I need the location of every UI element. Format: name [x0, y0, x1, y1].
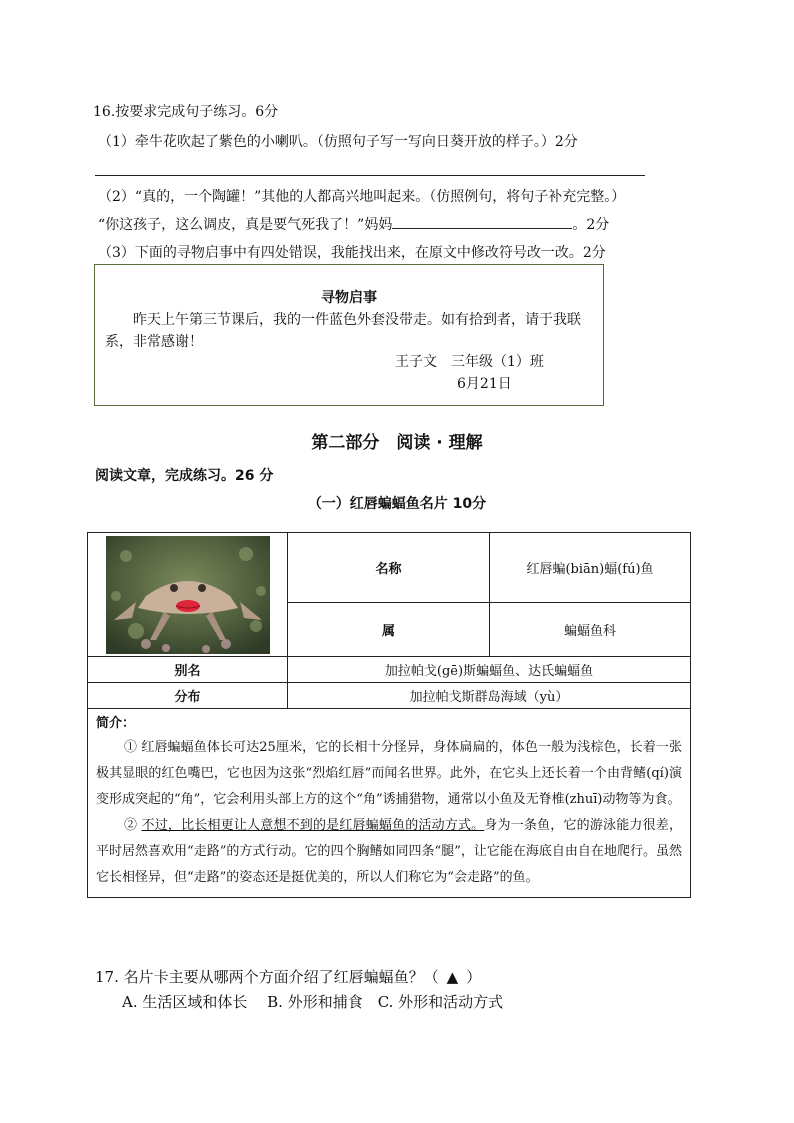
intro-cell: [88, 709, 691, 898]
notice-title: 寻物启事: [321, 290, 377, 306]
notice-signature: 王子文 三年级（1）班: [395, 354, 544, 370]
name-value: 红唇蝙(biān)蝠(fú)鱼: [490, 533, 691, 603]
q16-item3: （3）下面的寻物启事中有四处错误，我能找出来，在原文中修改符号改一改。2分: [98, 245, 606, 261]
genus-value: 蝙蝠鱼科: [490, 603, 691, 657]
genus-label: 属: [288, 603, 490, 657]
q17-options: A. 生活区域和体长 B. 外形和捕食 C. 外形和活动方式: [122, 993, 504, 1011]
alias-label: 别名: [88, 657, 288, 683]
notice-date: 6月21日: [457, 376, 512, 392]
intro-heading: 简介：: [96, 716, 136, 731]
para2-rest: 身为一条鱼，它的游泳能力很差，平时居然喜欢用“走路”的方式行动。它的四个胸鳍如同四条“腿”，让它能在海底自由自在地爬行。虽然它长相怪异，但“走路”的姿态还是挺优美的，所以人们称它为“会走路”的鱼。: [96, 818, 682, 885]
answer-line[interactable]: [95, 175, 645, 176]
notice-body: 昨天上午第三节课后，我的一件蓝色外套没带走。如有拾到者，请于我联系，非常感谢！: [105, 312, 581, 350]
fish-photo-cell: [88, 533, 288, 657]
range-label: 分布: [88, 683, 288, 709]
intro-paragraph-1: ① 红唇蝙蝠鱼体长可达25厘米，它的长相十分怪异，身体扁扁的，体色一般为浅棕色，长着一张极其显眼的红色嘴巴，它也因为这张“烈焰红唇”而闻名世界。此外，在它头上还长着一个由背鳍(qí)演变形成突起的“角”，它会利用头部上方的这个“角”诱捕猎物，通常以小鱼及无脊椎(zhuī)动物等为食。: [96, 740, 682, 807]
intro-paragraph-2: [96, 813, 682, 891]
part2-title: 第二部分 阅读 · 理解: [311, 433, 483, 453]
q16-item2-sentence: [98, 214, 609, 235]
fish-info-card: [87, 532, 691, 898]
q16-item2: （2）“真的，一个陶罐！”其他的人都高兴地叫起来。（仿照例句，将句子补充完整。）: [98, 189, 626, 205]
q16-item2-prefix: “你这孩子，这么调皮，真是要气死我了！”妈妈: [98, 217, 393, 233]
q16-item2-suffix: 。2分: [572, 217, 610, 233]
fill-blank[interactable]: [392, 214, 572, 229]
lost-notice-box: [94, 264, 604, 406]
reading-intro: 阅读文章，完成练习。26 分: [95, 468, 274, 484]
answer-marker[interactable]: ▲: [446, 968, 459, 986]
q17-close: ）: [466, 968, 482, 986]
card-title: （一）红唇蝙蝠鱼名片 10分: [307, 496, 487, 512]
q16-item1: （1）牵牛花吹起了紫色的小喇叭。（仿照句子写一写向日葵开放的样子。）2分: [98, 134, 578, 150]
alias-value: 加拉帕戈(gē)斯蝙蝠鱼、达氏蝙蝠鱼: [288, 657, 691, 683]
red-lipped-batfish-photo: [106, 536, 270, 654]
q17-question: [95, 967, 481, 987]
para2-number: ②: [124, 818, 142, 833]
name-label: 名称: [288, 533, 490, 603]
q16-heading: 16.按要求完成句子练习。6分: [93, 104, 279, 120]
q17-text: 17. 名片卡主要从哪两个方面介绍了红唇蝙蝠鱼？（: [95, 968, 439, 986]
range-value: 加拉帕戈斯群岛海域（yù）: [288, 683, 691, 709]
underlined-sentence: 不过，比长相更让人意想不到的是红唇蝙蝠鱼的活动方式。: [141, 818, 485, 833]
